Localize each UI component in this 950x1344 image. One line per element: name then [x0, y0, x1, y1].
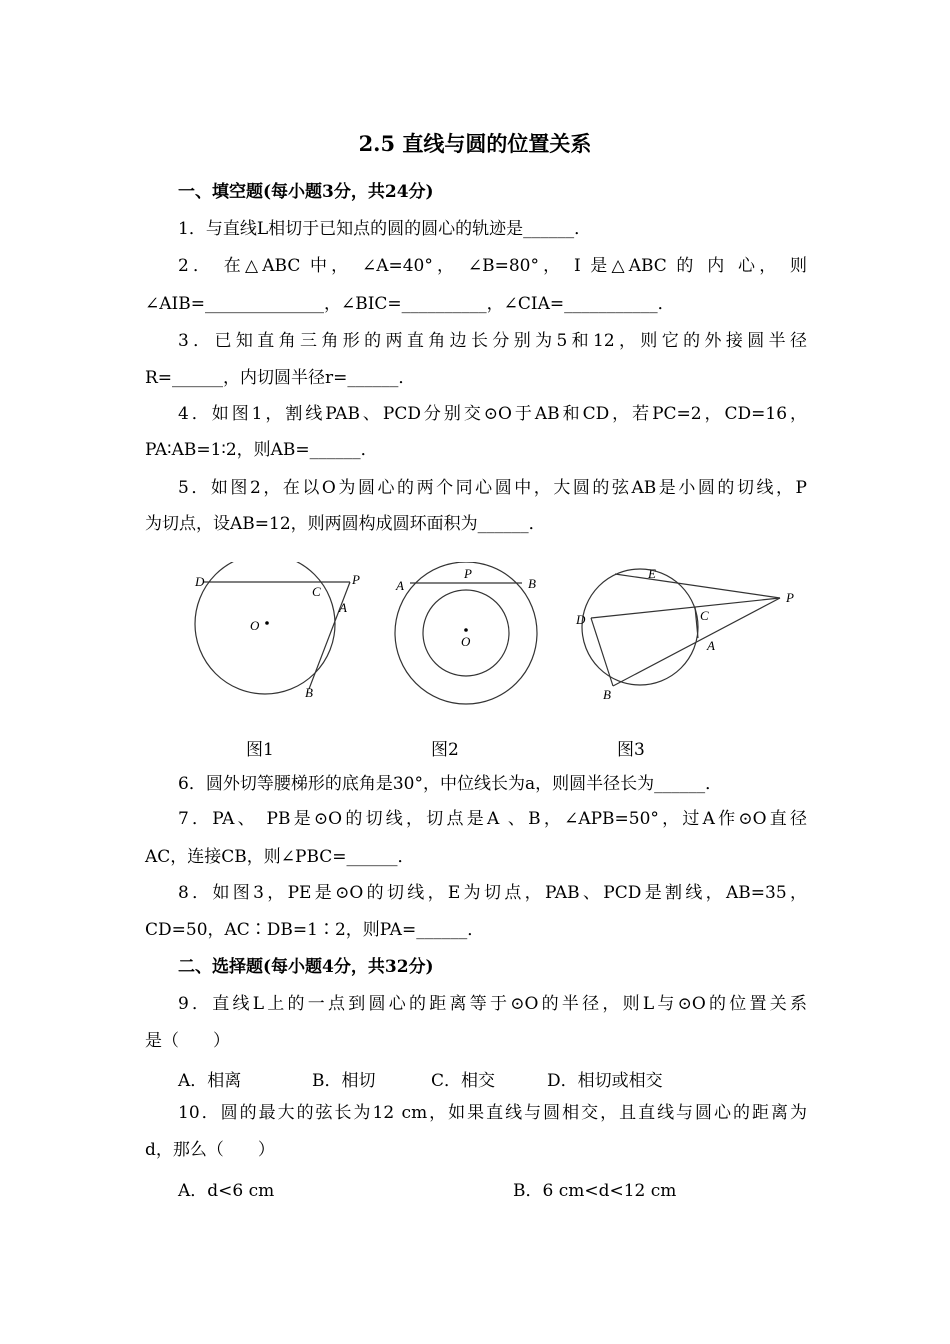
question-7-line2: AC，连接CB，则∠PBC=______．: [145, 847, 415, 867]
fig1-label-p: P: [352, 572, 360, 587]
figure-1-caption: 图1: [246, 740, 274, 760]
figure-2-diagram: [395, 562, 537, 704]
section-fill-blank: 一、填空题(每小题3分，共24分): [178, 182, 434, 202]
fig1-label-d: D: [195, 574, 205, 589]
question-5-line2: 为切点，设AB=12，则两圆构成圆环面积为______．: [145, 514, 546, 534]
question-3-line1: 3．已知直角三角形的两直角边长分别为5和12，则它的外接圆半径: [178, 331, 807, 351]
fig1-label-a: A: [339, 600, 347, 615]
question-7-line1: 7．PA、 PB是⊙O的切线，切点是A 、B，∠APB=50°，过A作⊙O直径: [178, 809, 807, 829]
fig2-label-p: P: [464, 566, 472, 581]
q9-option-b: B．相切: [312, 1071, 376, 1091]
question-9-line2: 是（ ）: [145, 1031, 230, 1051]
question-10-line2: d，那么（ ）: [145, 1140, 275, 1160]
question-10-line1: 10．圆的最大的弦长为12 cm，如果直线与圆相交，且直线与圆心的距离为: [178, 1103, 807, 1123]
fig3-label-d: D: [576, 612, 586, 627]
question-4-line1: 4．如图1，割线PAB、PCD分别交⊙O于AB和CD，若PC=2，CD=16，: [178, 404, 807, 424]
fig3-label-a: A: [707, 638, 715, 653]
figure-3-caption: 图3: [617, 740, 645, 760]
figures-group: [190, 562, 810, 707]
question-8-line1: 8．如图3，PE是⊙O的切线，E为切点，PAB、PCD是割线，AB=35，: [178, 883, 807, 903]
q9-option-c: C．相交: [431, 1071, 496, 1091]
fig3-label-e: E: [648, 566, 656, 581]
q9-option-d: D．相切或相交: [547, 1071, 663, 1091]
q10-option-b: B．6 cm<d<12 cm: [513, 1181, 677, 1201]
figure-2-caption: 图2: [431, 740, 459, 760]
q10-option-a: A．d<6 cm: [178, 1181, 275, 1201]
question-6: 6．圆外切等腰梯形的底角是30°，中位线长为a，则圆半径长为______．: [178, 774, 723, 794]
fig3-label-b: B: [603, 687, 611, 702]
figure-1-diagram: [195, 562, 350, 694]
fig2-label-o: O: [461, 634, 471, 649]
fig1-label-c: C: [312, 584, 321, 599]
question-9-line1: 9．直线L上的一点到圆心的距离等于⊙O的半径，则L与⊙O的位置关系: [178, 994, 807, 1014]
fig3-label-c: C: [700, 608, 709, 623]
fig2-label-b: B: [528, 576, 536, 591]
figure-3-diagram: [582, 569, 780, 686]
fig1-label-b: B: [305, 685, 313, 700]
page-title: 2.5 直线与圆的位置关系: [358, 131, 592, 156]
fig3-label-p: P: [786, 590, 794, 605]
section-multiple-choice: 二、选择题(每小题4分，共32分): [178, 957, 434, 977]
question-2-line2: ∠AIB=______________，∠BIC=__________，∠CIA=___________．: [145, 294, 675, 314]
question-5-line1: 5．如图2，在以O为圆心的两个同心圆中，大圆的弦AB是小圆的切线，P: [178, 478, 807, 498]
question-8-line2: CD=50，AC∶DB=1∶2，则PA=______．: [145, 920, 485, 940]
question-2-line1: 2． 在△ABC 中， ∠A=40°， ∠B=80°， I 是△ABC 的 内 心， 则: [178, 256, 807, 276]
q9-option-a: A．相离: [178, 1071, 242, 1091]
fig1-label-o: O: [250, 618, 260, 633]
fig2-label-a: A: [396, 578, 404, 593]
question-4-line2: PA∶AB=1∶2，则AB=______．: [145, 440, 378, 460]
question-3-line2: R=______，内切圆半径r=______．: [145, 368, 416, 388]
question-1: 1．与直线L相切于已知点的圆的圆心的轨迹是______．: [178, 219, 592, 239]
